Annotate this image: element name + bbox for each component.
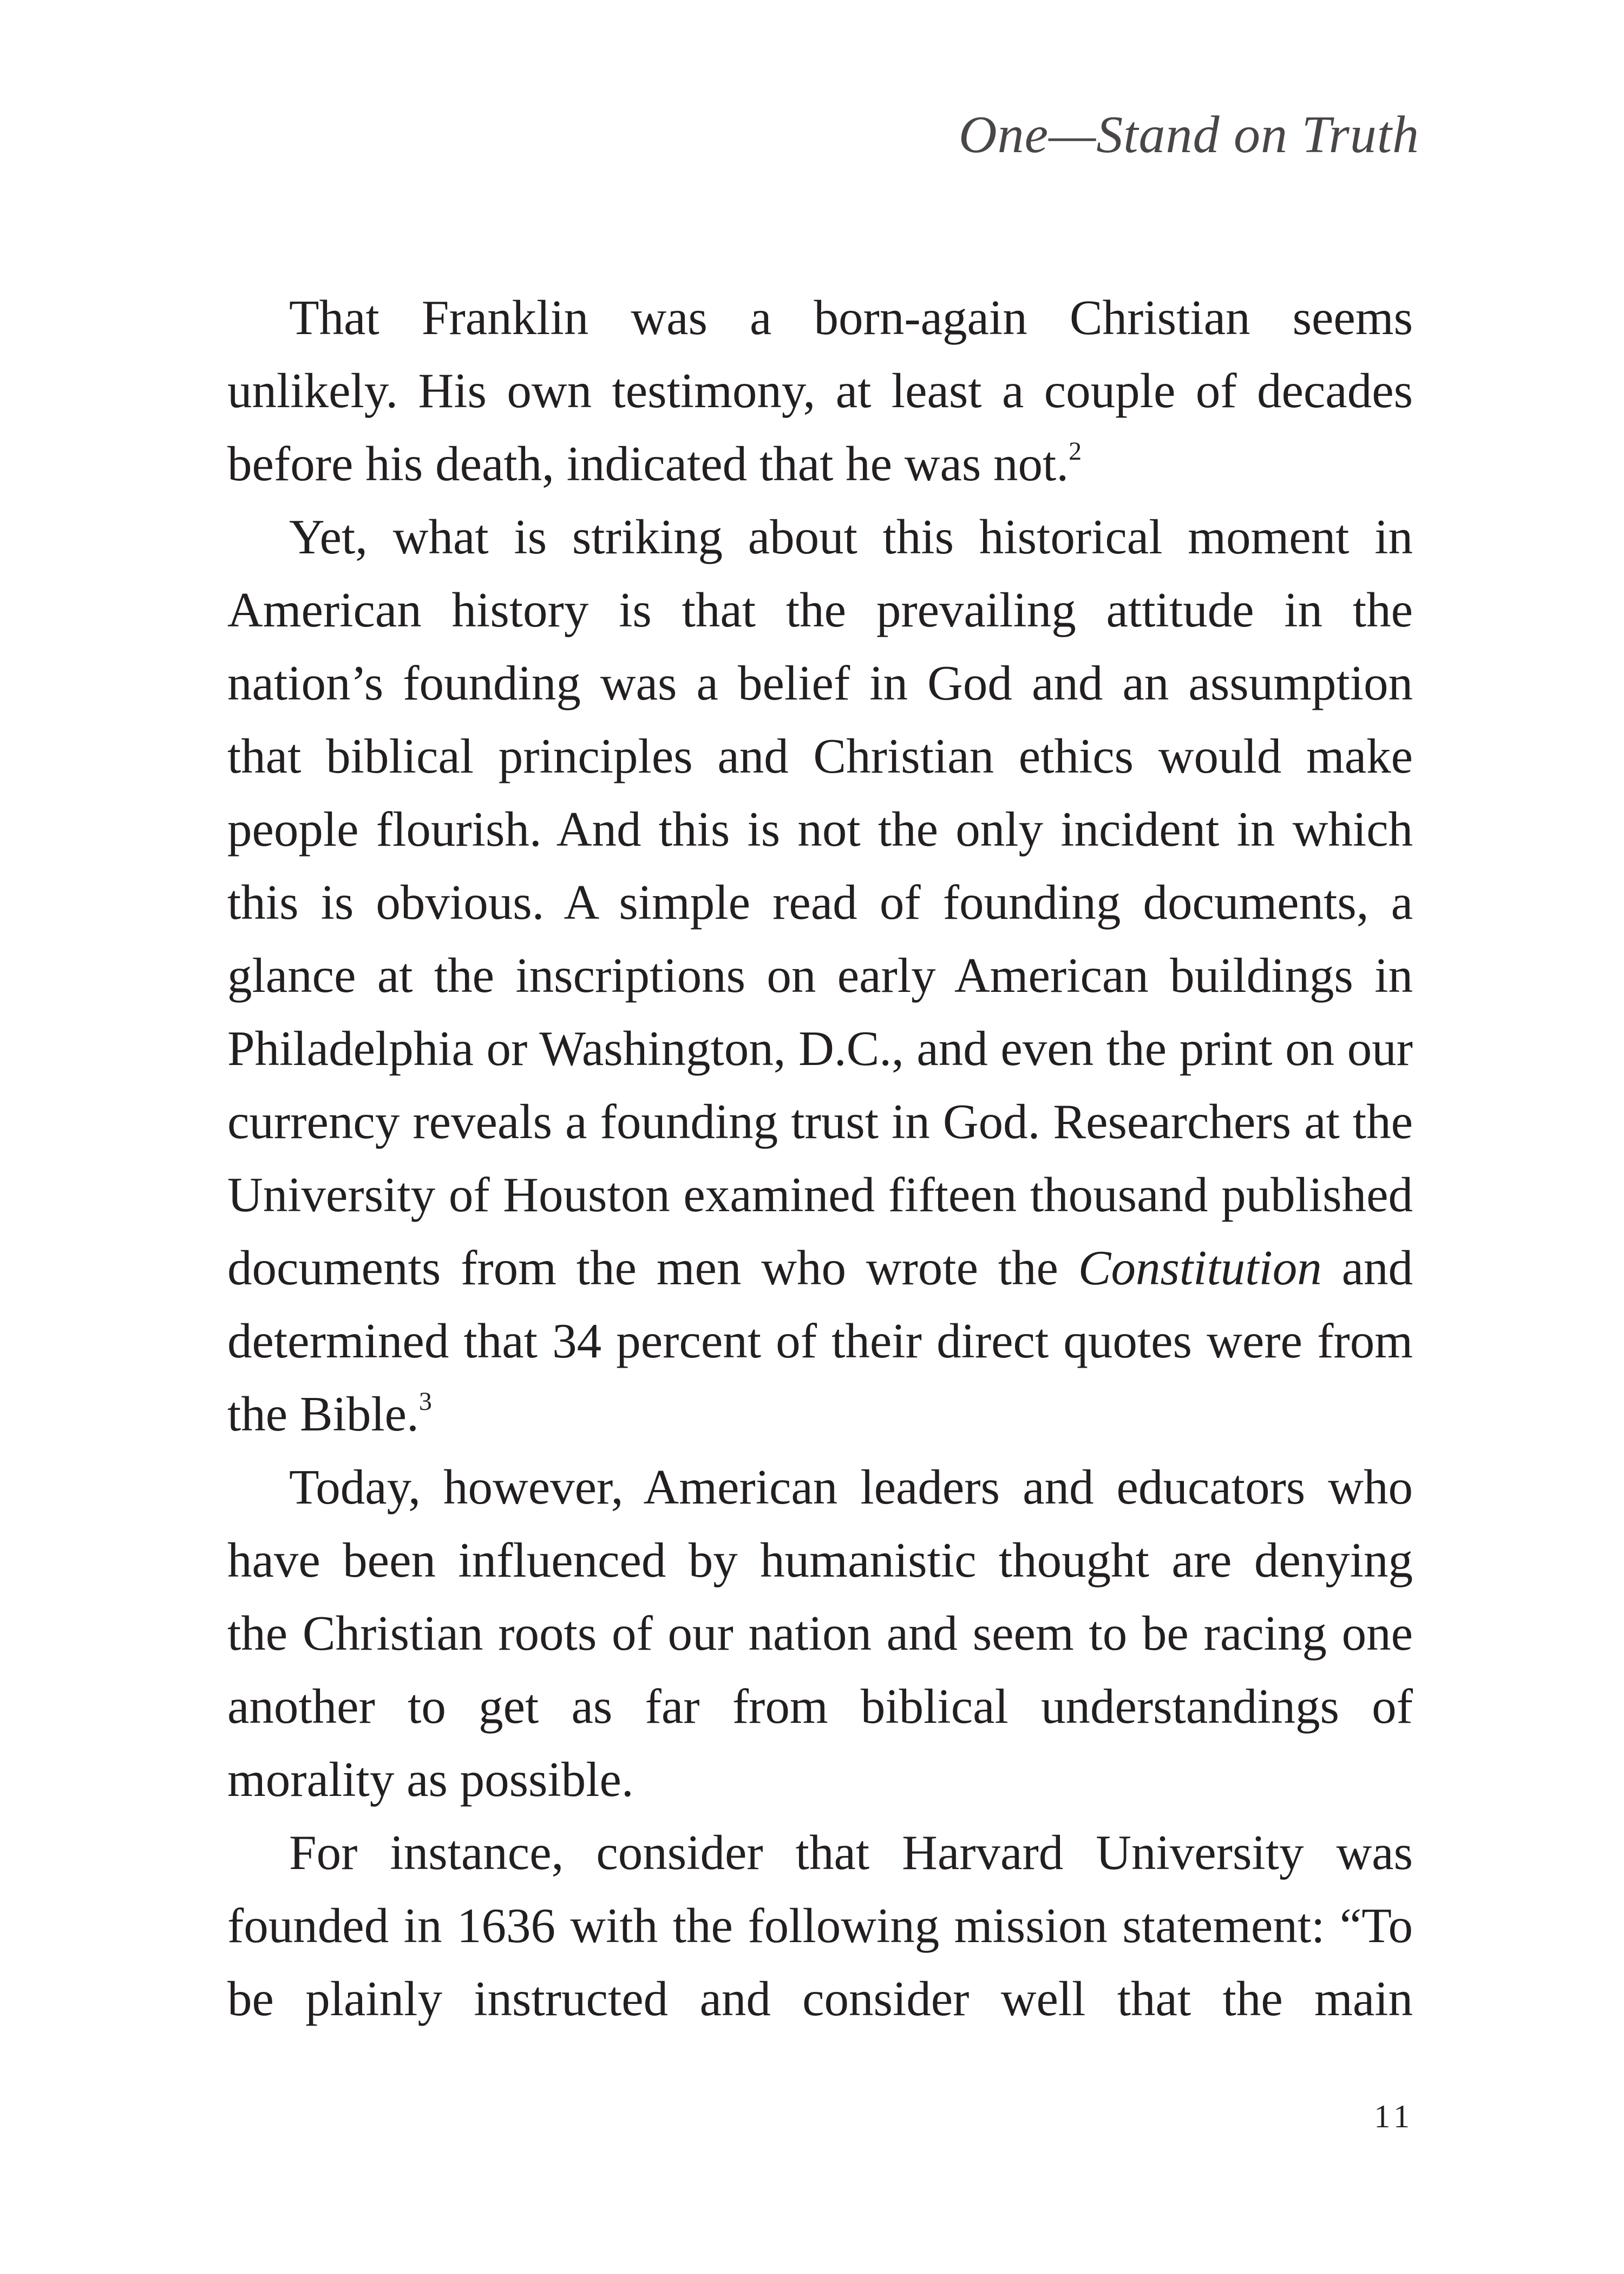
paragraph-1-text: That Franklin was a born-again Christian seems unlikely. His own testimony, at least a couple of decades before his death, indicated that he was not. [227, 290, 1413, 491]
paragraph-2 [227, 500, 1413, 1450]
footnote-marker-2: 2 [1069, 437, 1082, 466]
paragraph-4: For instance, consider that Harvard University was founded in 1636 with the following mission statement: “To be plainly instructed and consider well that the main [227, 1825, 1413, 2026]
paragraph-2-text: Yet, what is striking about this historical moment in American history is that the prevailing attitude in the nation’s founding was a belief in God and an assumption that biblical principles and Christian ethics would make people flourish. And this is not the only incident in which this is obvious. A simple read of founding documents, a glance at the inscriptions on early American buildings in Philadelphia or Washington, D.C., and even the print on our currency reveals a founding trust in God. Researchers at the University of Houston examined fifteen thousand published documents from the men who wrote the [227, 509, 1413, 1295]
body-text [227, 281, 1413, 2035]
footnote-marker-3: 3 [418, 1387, 432, 1416]
page-number: 11 [1374, 2099, 1414, 2134]
running-head: One—Stand on Truth [958, 106, 1419, 164]
paragraph-3: Today, however, American leaders and educators who have been influenced by humanistic thought are denying the Christian roots of our nation and seem to be racing one another to get as far from biblical understandings of morality as possible. [227, 1460, 1413, 1807]
paragraph-2-text-end: and determined that 34 percent of their direct quotes were from the Bible. [227, 1240, 1413, 1441]
constitution-italic: Constitution [1078, 1240, 1322, 1295]
paragraph-1 [227, 281, 1413, 500]
